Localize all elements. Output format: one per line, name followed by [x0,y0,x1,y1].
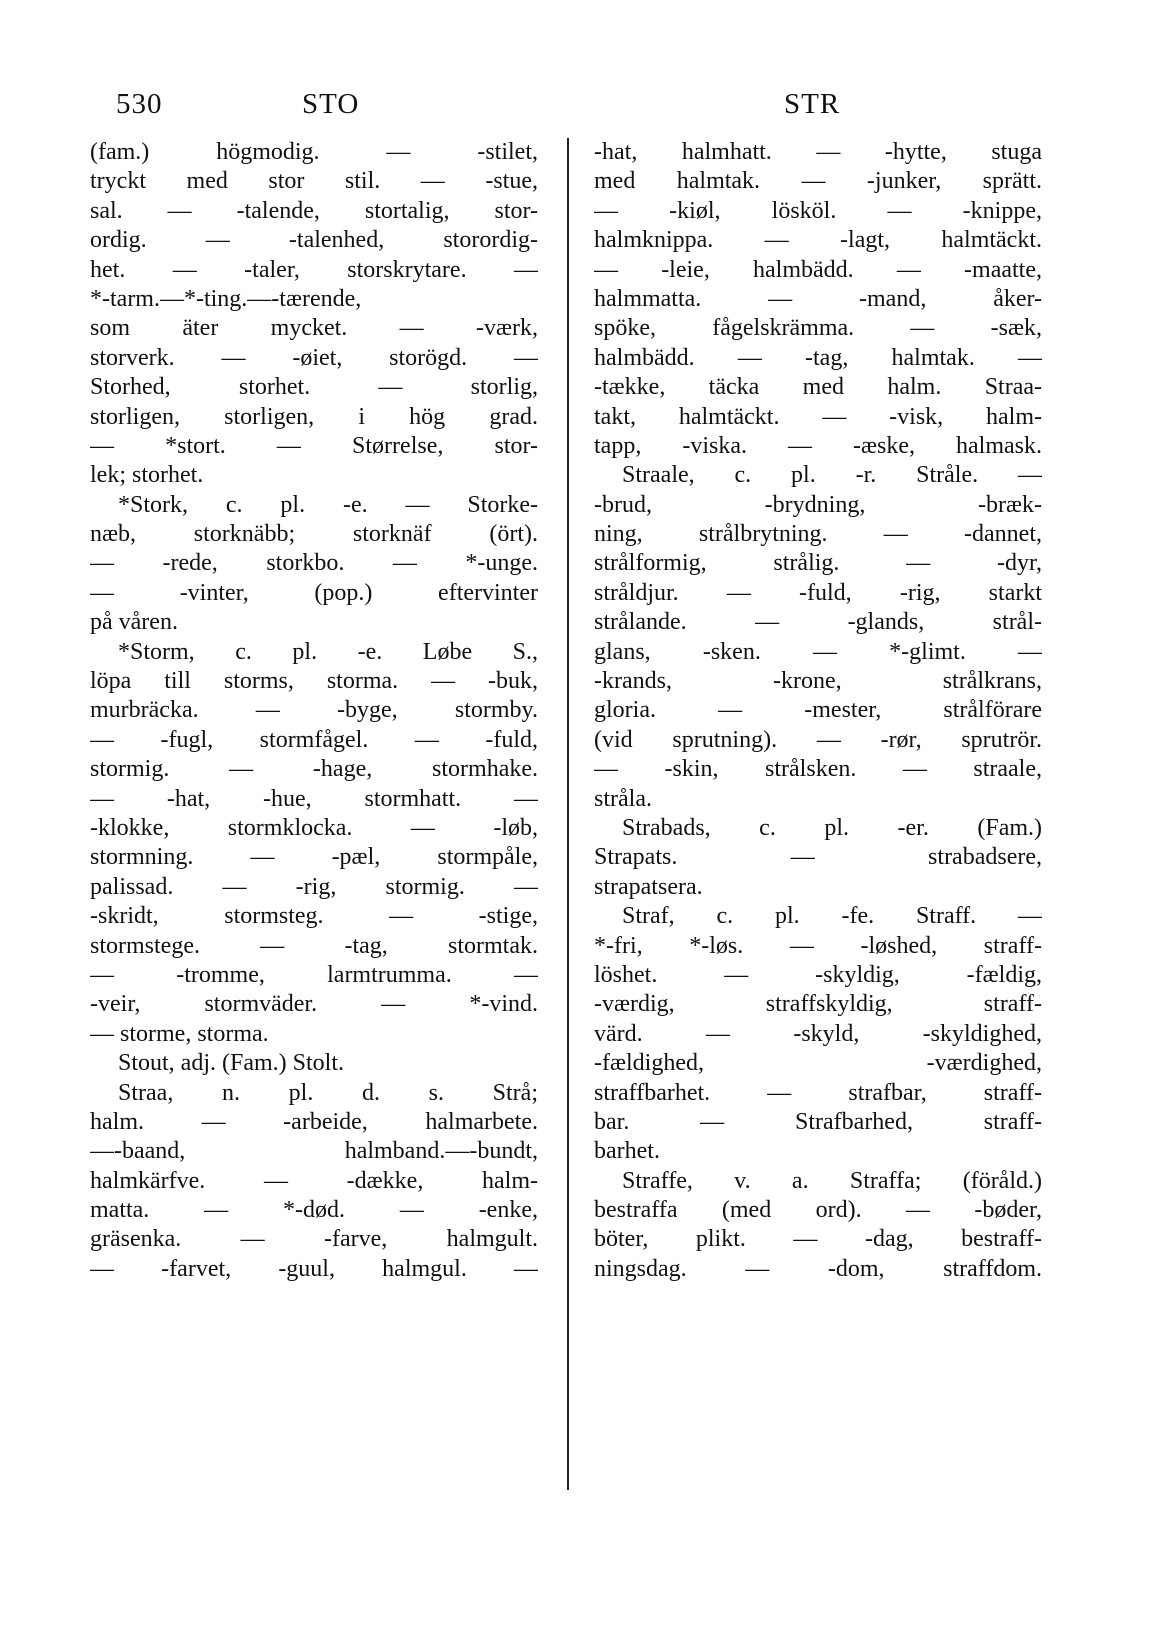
text-line: halm. — -arbeide, halmarbete. [90,1108,538,1135]
text-line: storligen, storligen, i hög grad. [90,403,538,430]
text-line: gräsenka. — -farve, halmgult. [90,1226,538,1253]
text-line: strapatsera. [594,873,703,900]
text-line: næb, storknäbb; storknäf (ört). [90,521,538,548]
text-line: barhet. [594,1138,660,1165]
text-line: Storhed, storhet. — storlig, [90,374,538,401]
text-line: halmbädd. — -tag, halmtak. — [594,344,1042,371]
text-line: murbräcka. — -byge, stormby. [90,697,538,724]
text-line: straffbarhet. — strafbar, straff- [594,1079,1042,1106]
text-line: Strabads, c. pl. -er. (Fam.) [622,814,1042,841]
text-line: Strapats. — strabadsere, [594,844,1042,871]
text-line: Stout, adj. (Fam.) Stolt. [118,1050,345,1077]
text-line: glans, -sken. — *-glimt. — [594,638,1042,665]
text-line: gloria. — -mester, strålförare [594,697,1042,724]
running-header [116,88,1052,128]
text-line: med halmtak. — -junker, sprätt. [594,168,1042,195]
text-line: löshet. — -skyldig, -fældig, [594,961,1042,988]
text-line: *Storm, c. pl. -e. Løbe S., [118,638,538,665]
text-line: sal. — -talende, stortalig, stor- [90,197,538,224]
text-line: strålformig, strålig. — -dyr, [594,550,1042,577]
text-line: — -vinter, (pop.) eftervinter [90,579,538,606]
text-line: på våren. [90,609,178,636]
text-line: halmmatta. — -mand, åker- [594,285,1042,312]
text-line: *-fri, *-løs. — -løshed, straff- [594,932,1042,959]
text-line: -fældighed, -værdighed, [594,1050,1042,1077]
text-line: stormstege. — -tag, stormtak. [90,932,538,959]
text-line: -brud, -brydning, -bræk- [594,491,1042,518]
text-line: ordig. — -talenhed, storordig- [90,227,538,254]
text-line: tryckt med stor stil. — -stue, [90,168,538,195]
text-line: strålande. — -glands, strål- [594,609,1042,636]
text-line: ning, strålbrytning. — -dannet, [594,521,1042,548]
text-line: matta. — *-død. — -enke, [90,1197,538,1224]
text-line: stormning. — -pæl, stormpåle, [90,844,538,871]
text-line: värd. — -skyld, -skyldighed, [594,1020,1042,1047]
text-line: palissad. — -rig, stormig. — [90,873,538,900]
text-line: halmkärfve. — -dække, halm- [90,1167,538,1194]
text-line: —-baand, halmband.—-bundt, [90,1138,538,1165]
text-line: stråla. [594,785,652,812]
left-column [90,138,538,1284]
text-line: — -farvet, -guul, halmgul. — [90,1255,538,1282]
text-line: — storme, storma. [90,1020,269,1047]
text-line: -klokke, stormklocka. — -løb, [90,814,538,841]
text-line: Straa, n. pl. d. s. Strå; [118,1079,538,1106]
text-line: spöke, fågelskrämma. — -sæk, [594,315,1042,342]
text-line: — -fugl, stormfågel. — -fuld, [90,726,538,753]
text-line: stråldjur. — -fuld, -rig, starkt [594,579,1042,606]
column-divider [567,138,569,1490]
text-line: — -tromme, larmtrumma. — [90,961,538,988]
text-line: (fam.) högmodig. — -stilet, [90,139,538,165]
text-line: -tække, täcka med halm. Straa- [594,374,1042,401]
text-line: -værdig, straffskyldig, straff- [594,991,1042,1018]
text-line: *-tarm.—*-ting.—-tærende, [90,285,362,312]
guide-word-right: STR [784,88,841,120]
text-line: tapp, -viska. — -æske, halmask. [594,432,1042,459]
right-column [594,138,1042,1284]
text-line: Straale, c. pl. -r. Stråle. — [622,462,1042,489]
text-line: bestraffa (med ord). — -bøder, [594,1197,1042,1224]
text-line: löpa till storms, storma. — -buk, [90,668,538,695]
text-line: halmknippa. — -lagt, halmtäckt. [594,227,1042,254]
text-line: lek; storhet. [90,462,204,489]
text-line: stormig. — -hage, stormhake. [90,756,538,783]
text-line: storverk. — -øiet, storögd. — [90,344,538,371]
guide-word-left: STO [302,88,360,120]
text-line: — -hat, -hue, stormhatt. — [90,785,538,812]
text-line: — -leie, halmbädd. — -maatte, [594,256,1042,283]
text-line: -veir, stormväder. — *-vind. [90,991,538,1018]
text-line: *Stork, c. pl. -e. — Storke- [118,491,538,518]
text-line: -krands, -krone, strålkrans, [594,668,1042,695]
text-line: — -rede, storkbo. — *-unge. [90,550,538,577]
page-number: 530 [116,88,163,120]
text-line: — -skin, strålsken. — straale, [594,756,1042,783]
text-line: Straf, c. pl. -fe. Straff. — [622,903,1042,930]
text-line: som äter mycket. — -værk, [90,315,538,342]
text-line: -skridt, stormsteg. — -stige, [90,903,538,930]
text-line: bar. — Strafbarhed, straff- [594,1108,1042,1135]
text-line: böter, plikt. — -dag, bestraff- [594,1226,1042,1253]
text-line: — -kiøl, lösköl. — -knippe, [594,197,1042,224]
text-line: takt, halmtäckt. — -visk, halm- [594,403,1042,430]
text-line: -hat, halmhatt. — -hytte, stuga [594,139,1042,165]
text-line: Straffe, v. a. Straffa; (föråld.) [622,1167,1042,1194]
text-line: — *stort. — Størrelse, stor- [90,432,538,459]
text-line: het. — -taler, storskrytare. — [90,256,538,283]
text-line: ningsdag. — -dom, straffdom. [594,1255,1042,1282]
text-line: (vid sprutning). — -rør, sprutrör. [594,726,1042,753]
